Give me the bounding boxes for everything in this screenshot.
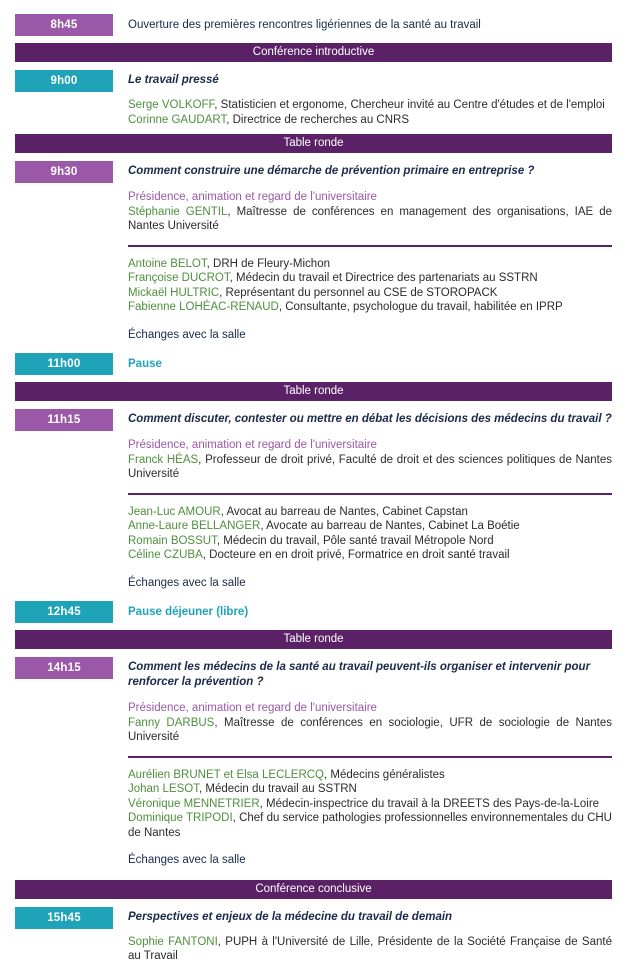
schedule-row (0, 161, 628, 347)
panelist (128, 811, 612, 840)
speaker-name: Romain BOSSUT (128, 534, 217, 547)
speaker-name: Franck HÉAS (128, 453, 199, 466)
time-badge: 11h15 (15, 409, 113, 431)
row-content (128, 70, 612, 127)
speaker-role: , Maîtresse de conférences en sociologie, UFR de sociologie de Nantes Université (128, 716, 612, 743)
echanges-label: Échanges avec la salle (128, 328, 246, 341)
speaker (128, 935, 612, 964)
panelist-list (128, 768, 612, 841)
time-badge: 15h45 (15, 907, 113, 929)
session-title: Comment discuter, contester ou mettre en débat les décisions des médecins du travail ? (128, 413, 612, 425)
speaker-role: , Médecin-inspectrice du travail à la DREETS des Pays-de-la-Loire (259, 797, 600, 810)
section-divider (128, 756, 612, 758)
session-title: Le travail pressé (128, 74, 219, 86)
speaker (128, 98, 612, 113)
panelist (128, 519, 612, 534)
chair-label: Présidence, animation et regard de l'universitaire (128, 191, 377, 203)
section-band: Conférence introductive (15, 43, 612, 62)
session-title: Comment construire une démarche de prévention primaire en entreprise ? (128, 165, 535, 177)
speaker-name: Françoise DUCROT (128, 272, 230, 284)
chair-person (128, 205, 612, 234)
row-content (128, 601, 612, 623)
speaker-role: , Avocate au barreau de Nantes, Cabinet La Boétie (260, 520, 520, 532)
time-badge: 11h00 (15, 353, 113, 375)
schedule-row (0, 601, 628, 623)
speaker-name: Antoine BELOT (128, 257, 207, 270)
speaker-name: Corinne GAUDART (128, 113, 227, 126)
schedule-row (0, 353, 628, 375)
chair-label: Présidence, animation et regard de l'universitaire (128, 439, 377, 451)
speaker-name: Jean-Luc AMOUR (128, 505, 221, 518)
speaker-name: Stéphanie GENTIL (128, 205, 228, 218)
section-divider (128, 493, 612, 495)
pause-label: Pause (128, 358, 162, 370)
panelist (128, 768, 612, 783)
session-title: Comment les médecins de la santé au travail peuvent-ils organiser et intervenir pour renforcer la prévention ? (128, 661, 591, 688)
speaker-role: , Consultante, psychologue du travail, habilitée en IPRP (278, 301, 563, 313)
speaker-role: , Professeur de droit privé, Faculté de droit et des sciences politiques de Nantes Université (128, 453, 612, 480)
speaker-role: , Chef du service pathologies professionnelles environnementales du CHU de Nantes (128, 812, 612, 839)
speaker-name: Fanny DARBUS (128, 716, 215, 729)
chair-person (128, 716, 612, 745)
panelist (128, 257, 612, 272)
speaker-list (128, 935, 612, 964)
time-badge: 9h30 (15, 161, 113, 183)
panelist (128, 534, 612, 549)
row-content (128, 14, 612, 36)
speaker-role: , Représentant du personnel au CSE de STOROPACK (219, 286, 498, 299)
row-content (128, 409, 612, 595)
speaker-name: Fabienne LOHÉAC-RENAUD (128, 301, 279, 313)
speaker-name: Véronique MENNETRIER (128, 797, 260, 810)
time-badge: 9h00 (15, 70, 113, 92)
speaker (128, 113, 612, 128)
speaker-name: Anne-Laure BELLANGER (128, 520, 261, 532)
speaker-role: , Docteure en en droit privé, Formatrice en droit santé travail (202, 549, 510, 561)
schedule-row (0, 14, 628, 36)
row-content (128, 657, 612, 873)
panelist (128, 782, 612, 797)
echanges-label: Échanges avec la salle (128, 576, 246, 589)
speaker-role: , Médecin du travail, Pôle santé travail Métropole Nord (216, 534, 494, 547)
time-badge: 12h45 (15, 601, 113, 623)
speaker-role: , Médecins généralistes (324, 768, 445, 781)
speaker-role: , Directrice de recherches au CNRS (226, 113, 410, 126)
panelist (128, 797, 612, 812)
speaker-list (128, 98, 612, 127)
schedule-row (0, 907, 628, 964)
speaker-name: Johan LESOT (128, 783, 199, 795)
speaker-name: Dominique TRIPODI (128, 812, 233, 824)
speaker-name: Sophie FANTONI (128, 935, 218, 948)
time-badge: 8h45 (15, 14, 113, 36)
panelist (128, 548, 612, 563)
section-band: Table ronde (15, 134, 612, 153)
schedule-row (0, 409, 628, 595)
speaker-role: , DRH de Fleury-Michon (206, 257, 330, 270)
pause-label: Pause déjeuner (libre) (128, 606, 249, 618)
speaker-role: , Avocat au barreau de Nantes, Cabinet Capstan (220, 505, 468, 518)
section-band: Table ronde (15, 382, 612, 401)
panelist-list (128, 505, 612, 563)
time-badge: 14h15 (15, 657, 113, 679)
schedule-row (0, 657, 628, 873)
panelist (128, 286, 612, 301)
row-content (128, 161, 612, 347)
speaker-role: , Médecin du travail et Directrice des partenariats au SSTRN (229, 272, 538, 284)
speaker-name: Serge VOLKOFF (128, 99, 215, 111)
speaker-name: Céline CZUBA (128, 549, 203, 561)
schedule-row (0, 70, 628, 127)
section-band: Table ronde (15, 630, 612, 649)
session-title: Perspectives et enjeux de la médecine du travail de demain (128, 910, 453, 923)
echanges-label: Échanges avec la salle (128, 854, 246, 866)
speaker-role: , PUPH à l'Université de Lille, Présidente de la Société Française de Santé au Travail (128, 935, 612, 962)
panelist (128, 300, 612, 315)
speaker-role: , Statisticien et ergonome, Chercheur invité au Centre d'études et de l'emploi (214, 99, 605, 111)
panelist-list (128, 257, 612, 315)
panelist (128, 505, 612, 520)
speaker-name: Mickaël HULTRIC (128, 286, 220, 299)
row-content (128, 907, 612, 964)
chair-person (128, 453, 612, 482)
speaker-name: Aurélien BRUNET et Elsa LECLERCQ (128, 768, 324, 781)
row-content (128, 353, 612, 375)
chair-label: Présidence, animation et regard de l'universitaire (128, 702, 377, 714)
section-divider (128, 245, 612, 247)
panelist (128, 271, 612, 286)
speaker-role: , Médecin du travail au SSTRN (198, 783, 357, 795)
speaker-role: , Maîtresse de conférences en management des organisations, IAE de Nantes Université (128, 205, 613, 232)
opening-title: Ouverture des premières rencontres ligériennes de la santé au travail (128, 19, 481, 31)
section-band: Conférence conclusive (15, 880, 612, 899)
